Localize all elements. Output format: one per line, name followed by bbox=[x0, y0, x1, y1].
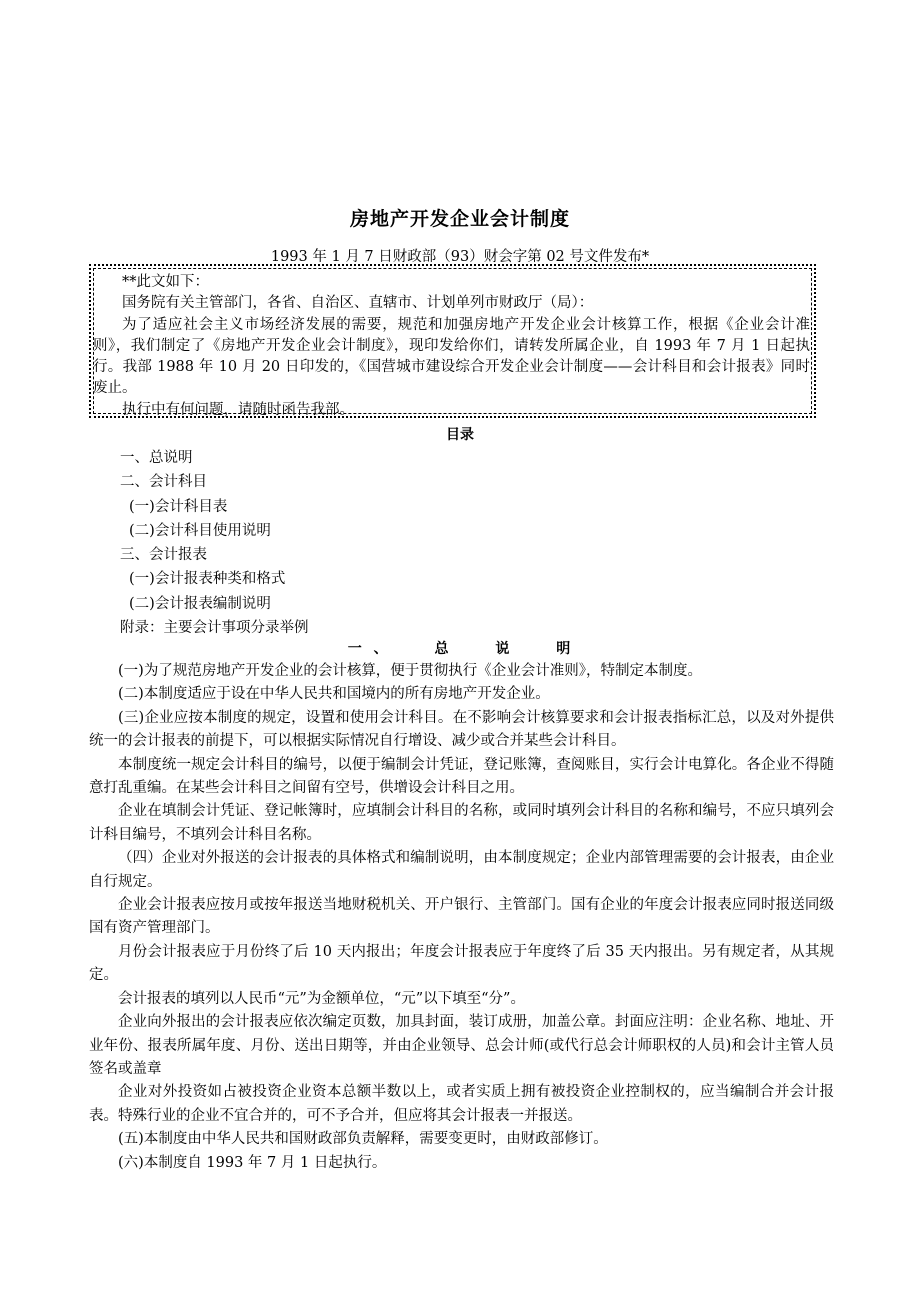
paragraph: (一)为了规范房地产开发企业的会计核算，便于贯彻执行《企业会计准则》，特制定本制度。 bbox=[118, 663, 703, 679]
paragraph: (三)企业应按本制度的规定，设置和使用会计科目。在不影响会计核算要求和会计报表指标汇总，以及对外提供统一的会计报表的前提下，可以根据实际情况自行增设、减少或合并某些会计科目。 bbox=[89, 709, 834, 750]
paragraph: 会计报表的填列以人民币“元”为金额单位，“元”以下填至“分”。 bbox=[118, 990, 525, 1007]
notice-line: 为了适应社会主义市场经济发展的需要，规范和加强房地产开发企业会计核算工作，根据《企业会计准则》，我们制定了《房地产开发企业会计制度》，现印发给你们，请转发所属企业，自 1993 年 7 月 1 日起执行。我部 1988 年 10 月 20 日印发的，《国营城市建设综合开发企业会计制度——会计科目和会计报表》同时废止。 bbox=[93, 316, 810, 397]
section-body bbox=[89, 660, 834, 1175]
toc-item: 二、会计科目 bbox=[120, 474, 207, 491]
document-subtitle: 1993 年 1 月 7 日财政部（93）财会字第 02 号文件发布* bbox=[270, 249, 650, 265]
toc-item: 一、总说明 bbox=[120, 450, 193, 466]
paragraph: 企业向外报出的会计报表应依次编定页数，加具封面，装订成册，加盖公章。封面应注明：企业名称、地址、开业年份、报表所属年度、月份、送出日期等，并由企业领导、总会计师(或代行总会计师职权的人员)和会计主管人员签名或盖章 bbox=[89, 1014, 834, 1077]
notice-line: 国务院有关主管部门，各省、自治区、直辖市、计划单列市财政厅（局）： bbox=[122, 295, 594, 312]
paragraph: (二)本制度适应于设在中华人民共和国境内的所有房地产开发企业。 bbox=[118, 686, 550, 703]
document-title: 房地产开发企业会计制度 bbox=[349, 208, 570, 230]
paragraph: 企业在填制会计凭证、登记帐簿时，应填制会计科目的名称，或同时填列会计科目的名称和编号，不应只填列会计科目编号，不填列会计科目名称。 bbox=[89, 803, 834, 843]
notice-line: 执行中有何问题，请随时函告我部。 bbox=[122, 401, 354, 418]
paragraph: 月份会计报表应于月份终了后 10 天内报出；年度会计报表应于年度终了后 35 天内报出。另有规定者，从其规定。 bbox=[89, 943, 834, 984]
table-of-contents bbox=[120, 446, 309, 640]
toc-item: 三、会计报表 bbox=[120, 547, 207, 564]
toc-item: (一)会计科目表 bbox=[129, 498, 228, 515]
paragraph: （四）企业对外报送的会计报表的具体格式和编制说明，由本制度规定；企业内部管理需要的会计报表，由企业自行规定。 bbox=[89, 850, 834, 890]
notice-box bbox=[89, 264, 816, 418]
toc-item: (二)会计科目使用说明 bbox=[129, 522, 271, 539]
paragraph: (五)本制度由中华人民共和国财政部负责解释，需要变更时，由财政部修订。 bbox=[118, 1131, 608, 1148]
toc-item: (一)会计报表种类和格式 bbox=[129, 571, 286, 588]
section-title: 一、 总 说 明 bbox=[347, 641, 583, 657]
paragraph: 企业对外投资如占被投资企业资本总额半数以上，或者实质上拥有被投资企业控制权的，应当编制合并会计报表。特殊行业的企业不宜合并的，可不予合并，但应将其会计报表一并报送。 bbox=[89, 1084, 834, 1124]
toc-item: (二)会计报表编制说明 bbox=[129, 595, 271, 612]
paragraph: (六)本制度自 1993 年 7 月 1 日起执行。 bbox=[118, 1154, 387, 1171]
toc-item: 附录：主要会计事项分录举例 bbox=[120, 620, 309, 637]
paragraph: 企业会计报表应按月或按年报送当地财税机关、开户银行、主管部门。国有企业的年度会计报表应同时报送同级国有资产管理部门。 bbox=[89, 897, 834, 937]
notice-line: **此文如下： bbox=[122, 274, 209, 290]
paragraph: 本制度统一规定会计科目的编号，以便于编制会计凭证，登记账簿，查阅账目，实行会计电算化。各企业不得随意打乱重编。在某些会计科目之间留有空号，供增设会计科目之用。 bbox=[89, 756, 834, 797]
toc-title: 目录 bbox=[446, 427, 474, 443]
